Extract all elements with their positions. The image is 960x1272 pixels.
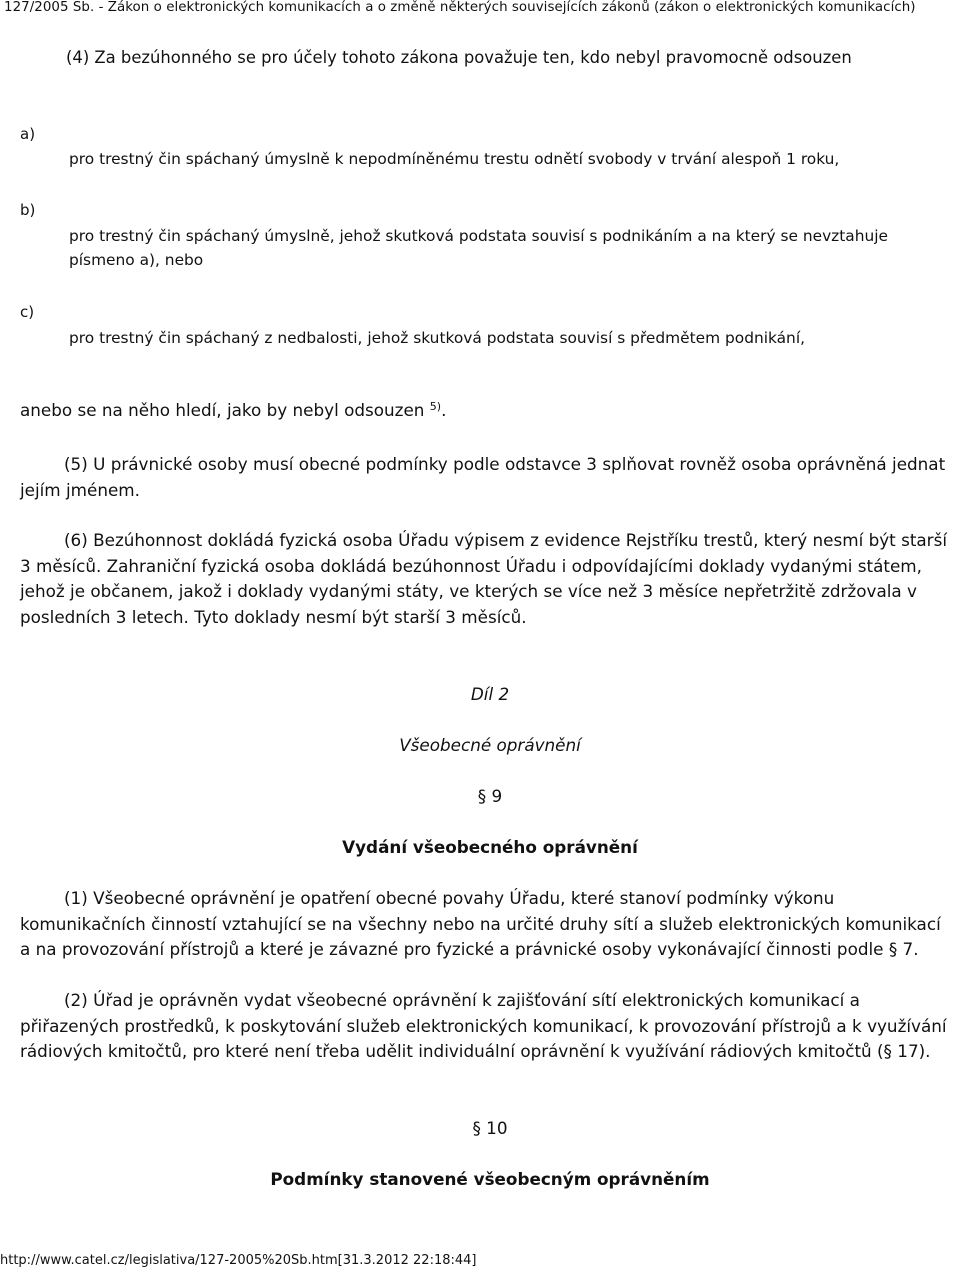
- part-title: Díl 2: [470, 684, 510, 704]
- item-c-text: pro trestný čin spáchaný z nedbalosti, jehož skutková podstata souvisí s předmětem podnikání,: [69, 329, 805, 347]
- closing-period: .: [441, 400, 447, 420]
- paragraph-5: (5) U právnické osoby musí obecné podmínky podle odstavce 3 splňovat rovněž osoba oprávněná jednat jejím jménem.: [20, 454, 946, 500]
- item-c-marker: c): [20, 303, 35, 321]
- item-a-text: pro trestný čin spáchaný úmyslně k nepodmíněnému trestu odnětí svobody v trvání alespoň 1 roku,: [69, 150, 840, 168]
- section-9-number: § 9: [477, 786, 503, 806]
- section-10-number: § 10: [472, 1118, 508, 1138]
- paragraph-4-closing: [20, 398, 950, 424]
- footnote-reference[interactable]: 5): [429, 400, 442, 413]
- section-9-heading: Vydání všeobecného oprávnění: [342, 837, 638, 857]
- closing-text: anebo se na něho hledí, jako by nebyl odsouzen: [20, 400, 425, 420]
- page-footer-url: http://www.catel.cz/legislativa/127-2005%20Sb.htm[31.3.2012 22:18:44]: [0, 1253, 477, 1268]
- item-a-marker: a): [20, 125, 36, 143]
- section-9-paragraph-1: (1) Všeobecné oprávnění je opatření obecné povahy Úřadu, které stanoví podmínky výkonu komunikačních činností vztahující se na všechny nebo na určité druhy sítí a služeb elektronických komunikací a na provozování přístrojů a které je závazné pro fyzické a právnické osoby vykonávající činnosti podle § 7.: [20, 888, 941, 960]
- page-header: 127/2005 Sb. - Zákon o elektronických komunikacích a o změně některých souvisejících zákonů (zákon o elektronických komunikacích): [4, 0, 916, 15]
- part-subtitle: Všeobecné oprávnění: [399, 735, 581, 755]
- item-b-text: pro trestný čin spáchaný úmyslně, jehož skutková podstata souvisí s podnikáním a na který se nevztahuje písmeno a), nebo: [69, 227, 888, 269]
- item-b-marker: b): [20, 201, 36, 219]
- section-9-paragraph-2: (2) Úřad je oprávněn vydat všeobecné oprávnění k zajišťování sítí elektronických komunikací a přiřazených prostředků, k poskytování služeb elektronických komunikací, k provozování přístrojů a k využívání rádiových kmitočtů, pro které není třeba udělit individuální oprávnění k využívání rádiových kmitočtů (§ 17).: [20, 990, 947, 1062]
- paragraph-6: (6) Bezúhonnost dokládá fyzická osoba Úřadu výpisem z evidence Rejstříku trestů, který nesmí být starší 3 měsíců. Zahraniční fyzická osoba dokládá bezúhonnost Úřadu i odpovídajícími doklady vydanými státem, jehož je občanem, jakož i doklady vydanými státy, ve kterých se více než 3 měsíce nepřetržitě zdržovala v posledních 3 letech. Tyto doklady nesmí být starší 3 měsíců.: [20, 530, 947, 627]
- paragraph-4-lead: (4) Za bezúhonného se pro účely tohoto zákona považuje ten, kdo nebyl pravomocně odsouzen: [66, 48, 852, 67]
- section-10-heading: Podmínky stanovené všeobecným oprávněním: [270, 1169, 710, 1189]
